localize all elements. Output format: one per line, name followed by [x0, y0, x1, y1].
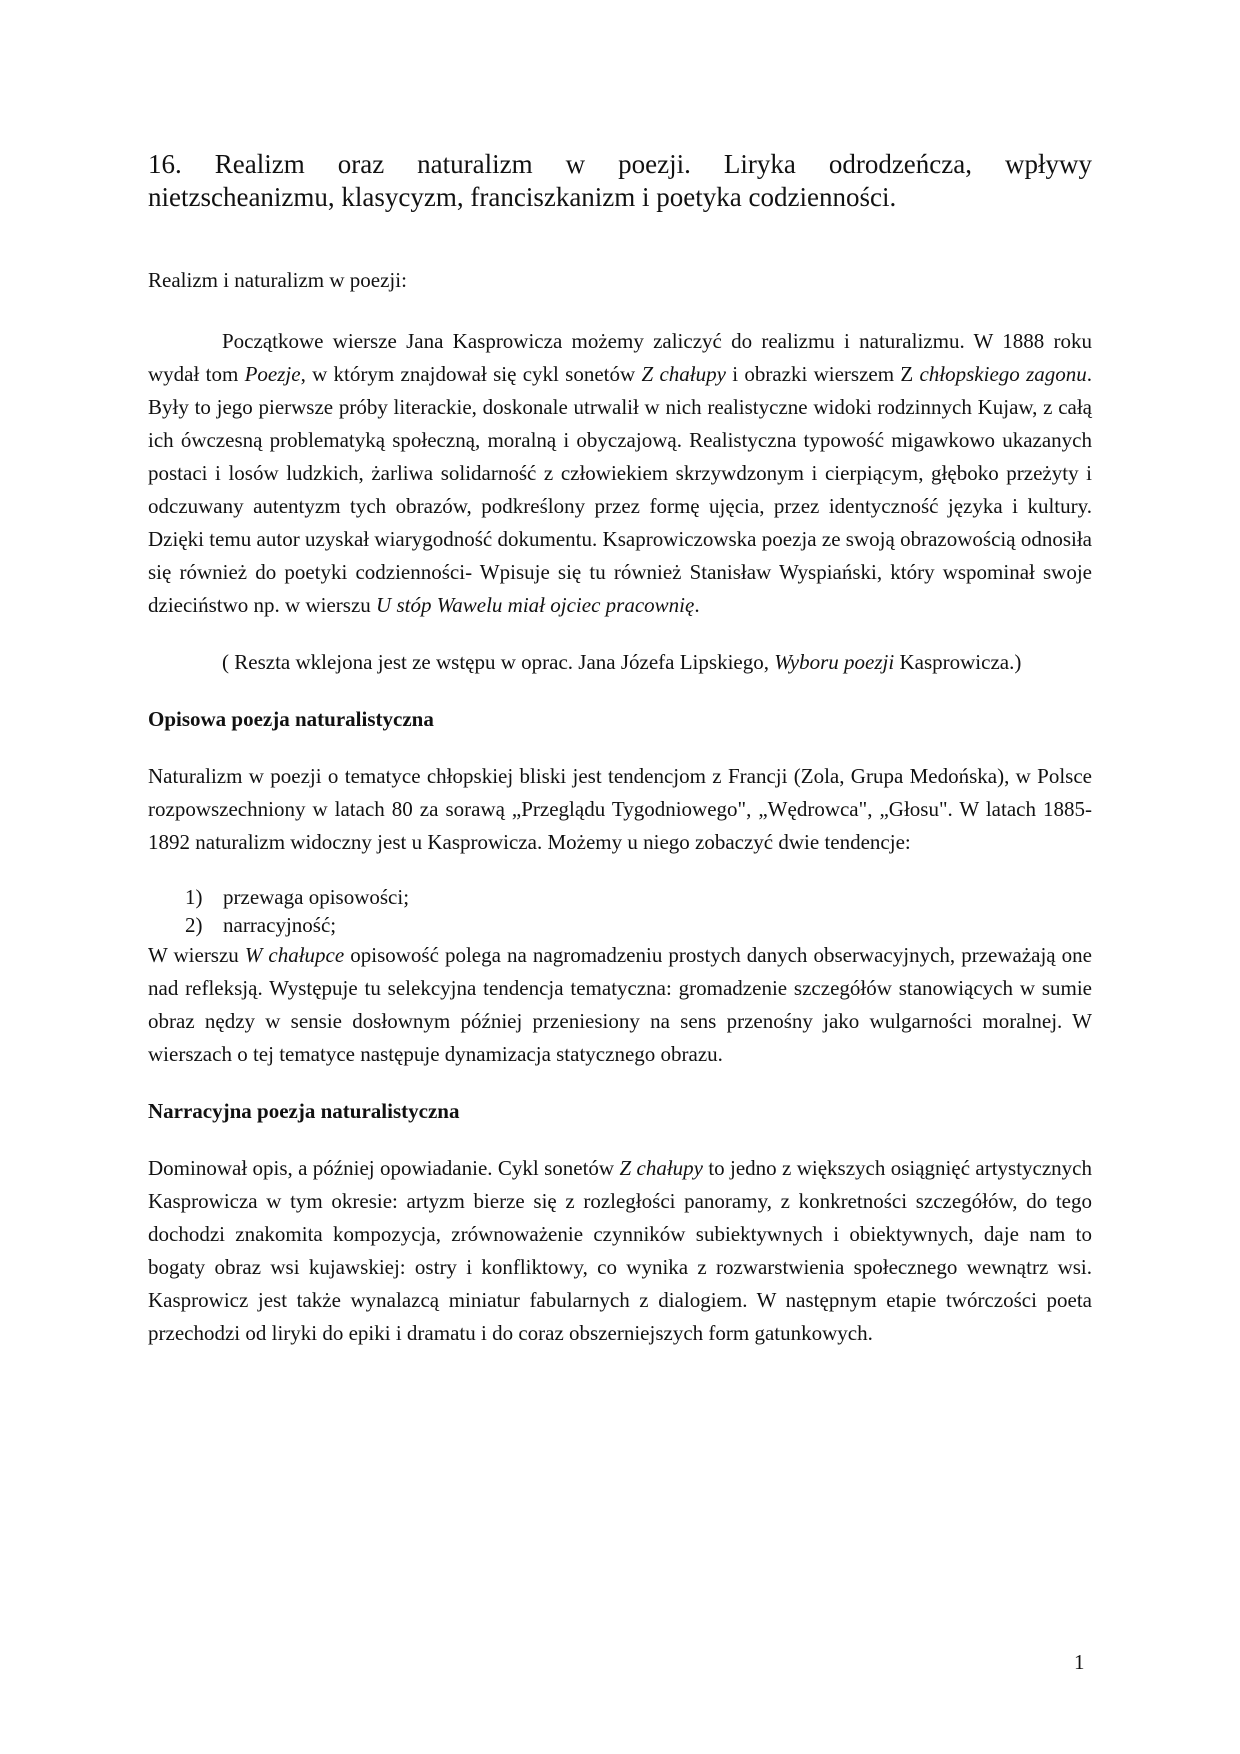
list-number: 2)	[185, 913, 203, 937]
text-run: , w którym znajdował się cykl sonetów	[300, 362, 642, 386]
italic-title: Z chałupy	[641, 362, 726, 386]
text-run: i obrazki wierszem Z	[725, 362, 920, 386]
list-number: 1)	[185, 885, 203, 909]
paragraph-narrative	[148, 1152, 1092, 1350]
text-run: to jedno z większych osiągnięć artystycznych Kasprowicza w tym okresie: artyzm bierze się z rozległości panoramy, z konkretności szczegółów, do tego dochodzi znakomita kompozycja, zrównoważenie czynników subiektywnych i obiektywnych, daje nam to bogaty obraz wsi kujawskiej: ostry i konfliktowy, co wynika z rozwarstwienia społecznego wewnątrz wsi. Kasprowicz jest także wynalazcą miniatur fabularnych z dialogiem. W następnym etapie twórczości poeta przechodzi od liryki do epiki i dramatu i do coraz obszerniejszych form gatunkowych.	[148, 1156, 1092, 1345]
text-run: opisowość polega na nagromadzeniu prostych danych obserwacyjnych, przeważają one nad refleksją. Występuje tu selekcyjna tendencja tematyczna: gromadzenie szczegółów stanowiących w sumie obraz nędzy w sensie dosłownym później przeniesiony na sens przenośny jako wulgarności moralnej. W wierszach o tej tematyce następuje dynamizacja statycznego obrazu.	[148, 943, 1092, 1066]
italic-title: W chałupce	[244, 943, 345, 967]
title-line-1: 16. Realizm oraz naturalizm w poezji. Liryka odrodzeńcza, wpływy	[148, 149, 1092, 179]
text-run: Kasprowicza.)	[894, 650, 1022, 674]
list-item	[148, 911, 1092, 939]
italic-title: Z chałupy	[619, 1156, 703, 1180]
italic-title: chłopskiego zagonu	[919, 362, 1087, 386]
paragraph-naturalism: Naturalizm w poezji o tematyce chłopskiej bliski jest tendencjom z Francji (Zola, Grupa Medońska), w Polsce rozpowszechniony w latach 80 za sorawą „Przeglądu Tygodniowego", „Wędrowca", „Głosu". W latach 1885-1892 naturalizm widoczny jest u Kasprowicza. Możemy u niego zobaczyć dwie tendencje:	[148, 764, 1092, 854]
title-line-2: nietzscheanizmu, klasycyzm, franciszkanizm i poetyka codzienności.	[148, 182, 897, 212]
list-text: narracyjność;	[223, 913, 337, 937]
section-label: Realizm i naturalizm w poezji:	[148, 268, 407, 292]
italic-title: U stóp Wawelu miał ojciec pracownię	[376, 593, 695, 617]
paragraph-chalupce	[148, 939, 1092, 1071]
document-title	[148, 148, 1092, 214]
paragraph-note	[148, 646, 1092, 679]
list-text: przewaga opisowości;	[223, 885, 410, 909]
paragraph-intro	[148, 325, 1092, 622]
list-item	[148, 883, 1092, 911]
text-run: W wierszu	[148, 943, 245, 967]
heading-narrative: Narracyjna poezja naturalistyczna	[148, 1099, 460, 1123]
text-run: Początkowe wiersze Jana Kasprowicza możemy zaliczyć do realizmu i naturalizmu. W 1888 roku wydał tom	[148, 329, 1092, 386]
text-run: .	[694, 593, 700, 617]
tendencies-list	[148, 883, 1092, 939]
text-run: Dominował opis, a później opowiadanie. Cykl sonetów	[148, 1156, 620, 1180]
page-number: 1	[1074, 1650, 1085, 1674]
heading-descriptive: Opisowa poezja naturalistyczna	[148, 707, 434, 731]
document-page	[148, 148, 1092, 1350]
italic-title: Wyboru poezji	[774, 650, 895, 674]
text-run: ( Reszta wklejona jest ze wstępu w oprac. Jana Józefa Lipskiego,	[222, 650, 775, 674]
text-run: . Były to jego pierwsze próby literackie, doskonale utrwalił w nich realistyczne widoki rodzinnych Kujaw, z całą ich ówczesną problematyką społeczną, moralną i obyczajową. Realistyczna typowość migawkowo ukazanych postaci i losów ludzkich, żarliwa solidarność z człowiekiem skrzywdzonym i cierpiącym, głęboko przeżyty i odczuwany autentyzm tych obrazów, podkreślony przez formę ujęcia, przez identyczność języka i kultury. Dzięki temu autor uzyskał wiarygodność dokumentu. Ksaprowiczowska poezja ze swoją obrazowością odnosiła się również do poetyki codzienności- Wpisuje się tu również Stanisław Wyspiański, który wspominał swoje dzieciństwo np. w wierszu	[148, 362, 1093, 617]
italic-title: Poezje	[244, 362, 301, 386]
